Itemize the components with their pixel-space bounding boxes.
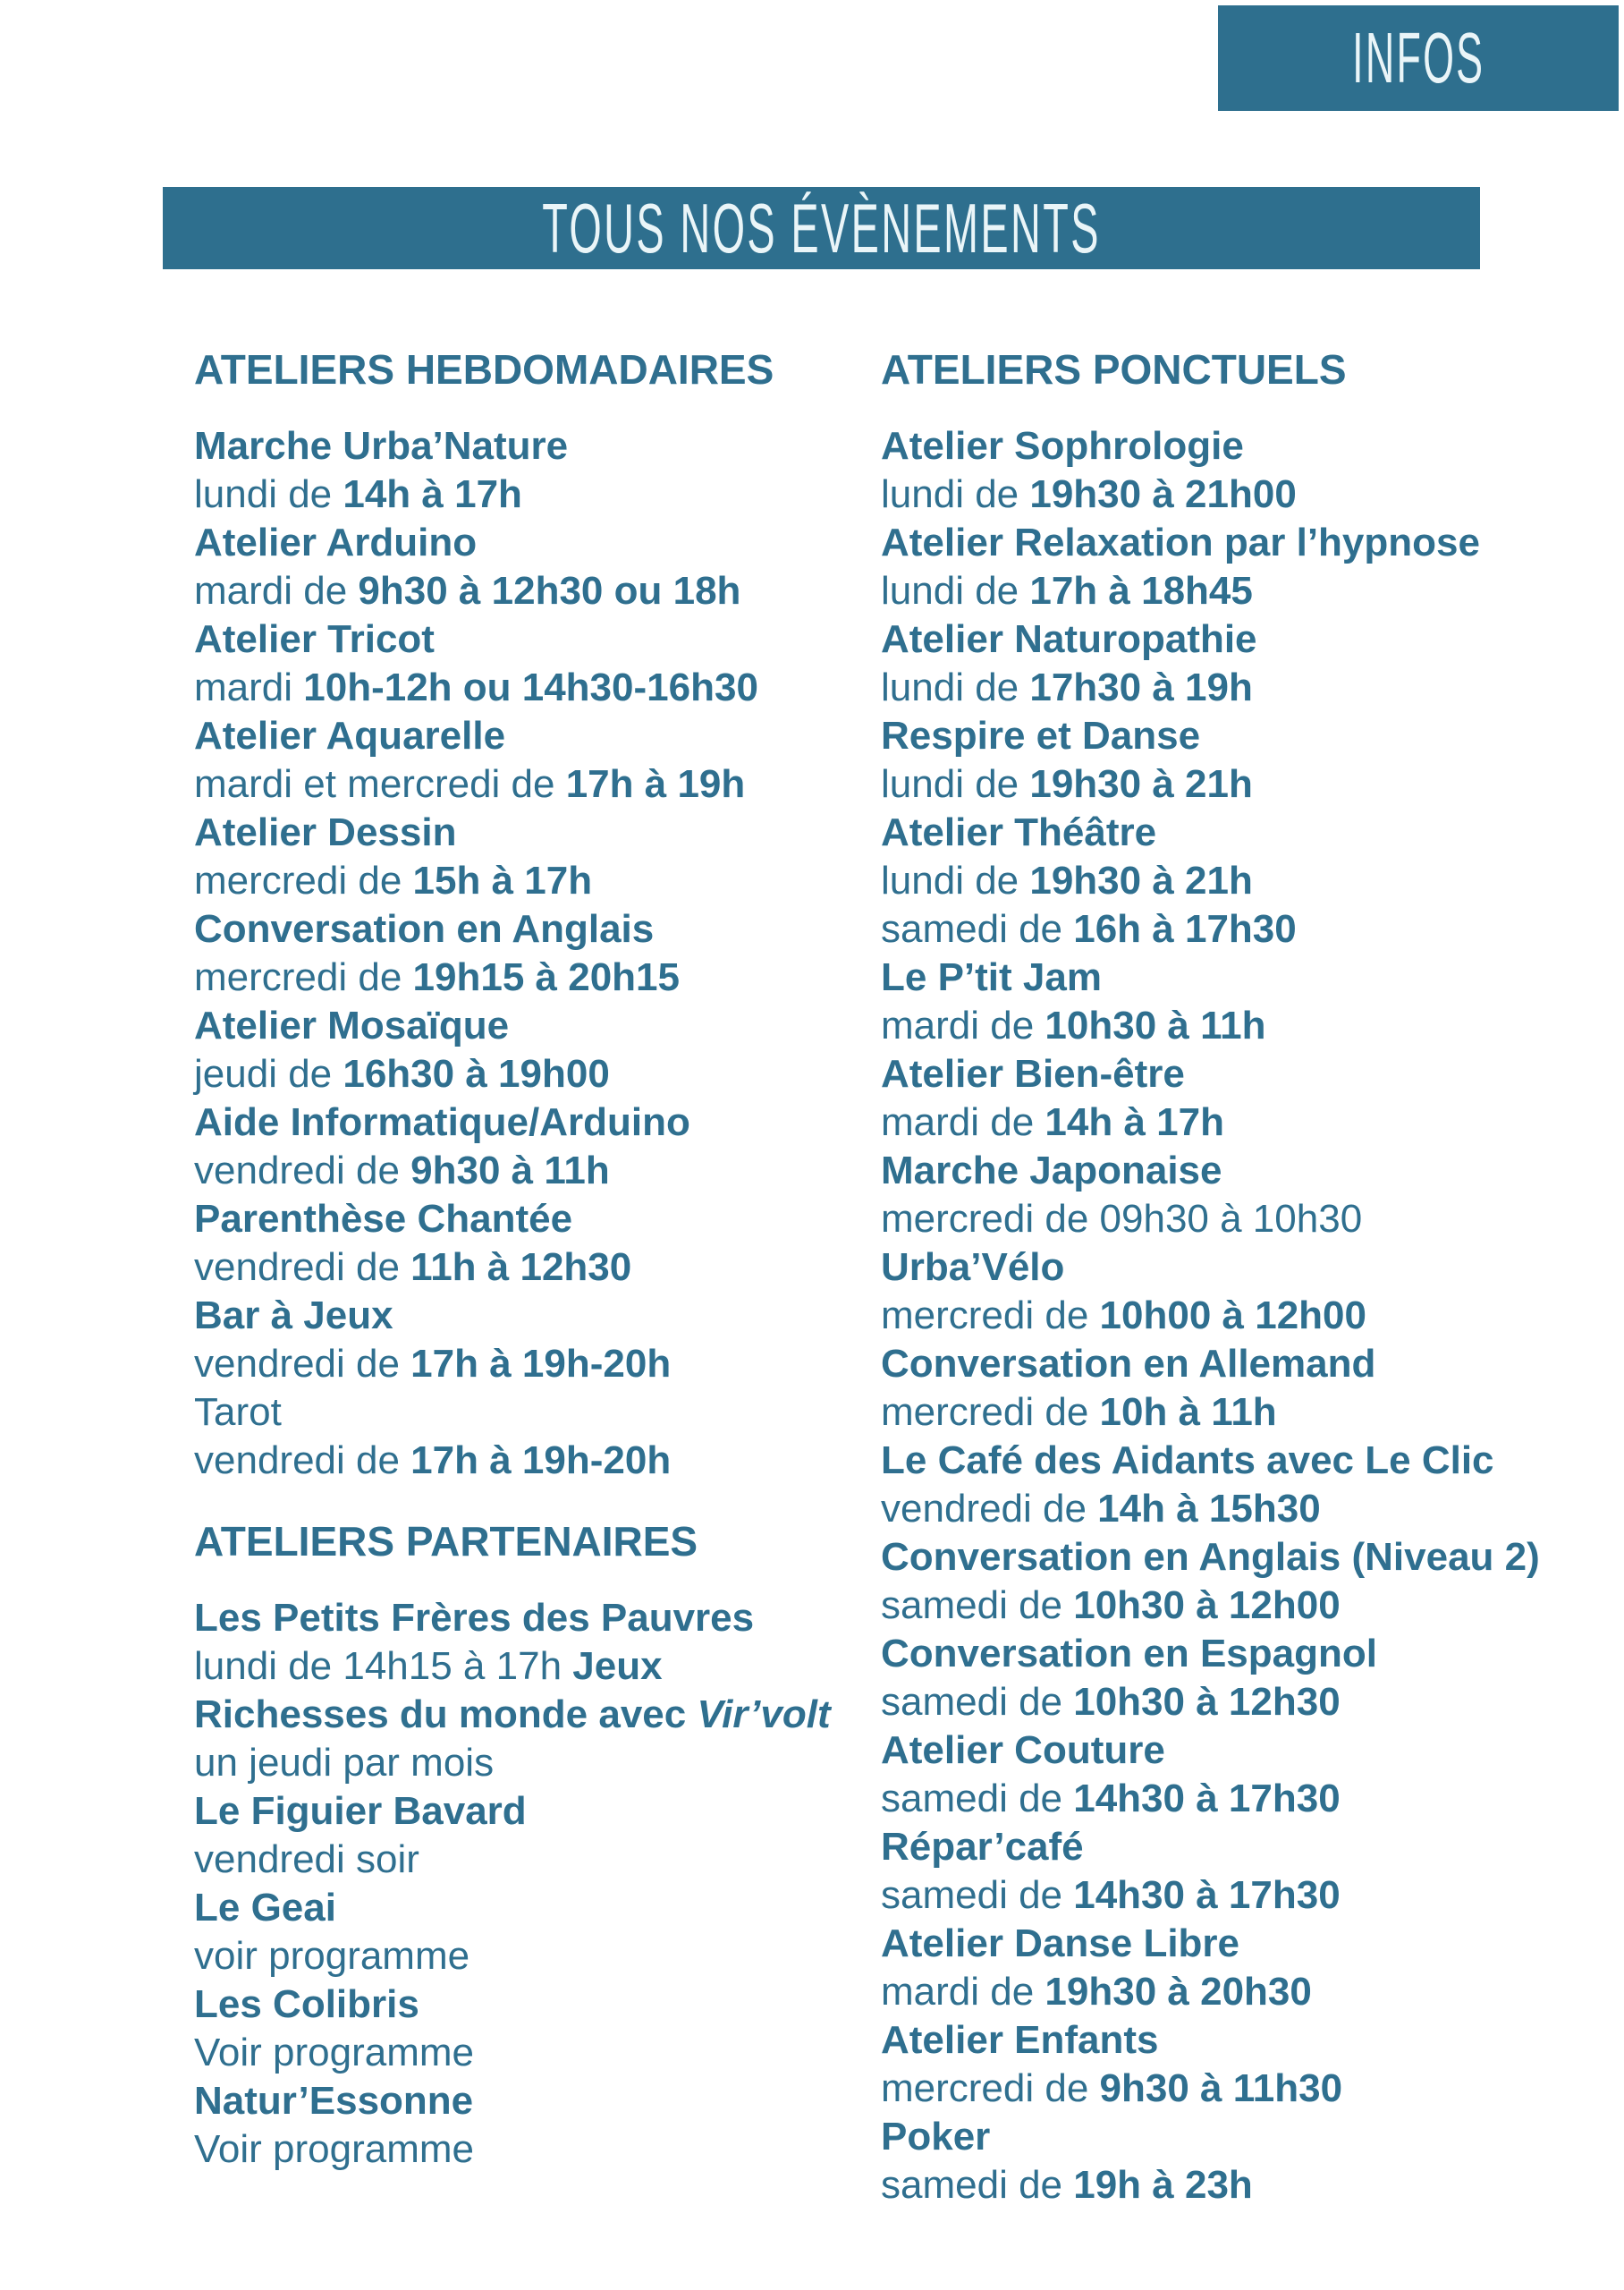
event-line xyxy=(194,2029,860,2077)
event-line xyxy=(194,1098,860,1147)
event-line xyxy=(881,664,1623,712)
text-part: vendredi de xyxy=(881,1487,1098,1531)
event-line xyxy=(194,519,860,567)
text-part: 17h à 19h-20h xyxy=(410,1438,672,1482)
event-line xyxy=(194,809,860,857)
text-part: mercredi de xyxy=(194,955,413,999)
banner-title: TOUS NOS ÉVÈNEMENTS xyxy=(542,188,1101,267)
text-part: mardi et mercredi de xyxy=(194,762,566,806)
event-line xyxy=(881,1485,1623,1533)
text-part: Conversation en Allemand xyxy=(881,1342,1376,1386)
event-line xyxy=(194,1195,860,1243)
text-part: Atelier Tricot xyxy=(194,617,435,661)
text-part: 10h00 à 12h00 xyxy=(1099,1293,1366,1337)
event-line xyxy=(194,905,860,954)
text-part: Les Petits Frères des Pauvres xyxy=(194,1596,755,1640)
event-line xyxy=(881,1726,1623,1775)
column-right xyxy=(881,345,1623,2209)
text-part: Conversation en Espagnol xyxy=(881,1632,1377,1675)
event-line xyxy=(881,1533,1623,1582)
event-line xyxy=(194,1691,860,1739)
text-part: 19h30 à 21h00 xyxy=(1029,472,1297,516)
text-part: Marche Japonaise xyxy=(881,1149,1222,1192)
event-line xyxy=(881,615,1623,664)
event-line xyxy=(881,567,1623,615)
event-line xyxy=(194,1884,860,1932)
text-part: 10h à 11h xyxy=(1099,1390,1277,1434)
text-part: jeudi de xyxy=(194,1052,343,1096)
event-line xyxy=(881,1098,1623,1147)
text-part: 9h30 à 11h xyxy=(410,1149,610,1192)
text-part: Marche Urba’Nature xyxy=(194,424,569,468)
text-part: un jeudi par mois xyxy=(194,1741,495,1785)
text-part: samedi de xyxy=(881,1777,1074,1820)
event-line xyxy=(194,664,860,712)
event-line xyxy=(194,712,860,760)
text-part: 19h15 à 20h15 xyxy=(412,955,680,999)
text-part: vendredi soir xyxy=(194,1837,419,1881)
event-line xyxy=(881,905,1623,954)
section-heading: ATELIERS HEBDOMADAIRES xyxy=(194,346,774,393)
text-part: Parenthèse Chantée xyxy=(194,1197,573,1241)
event-line xyxy=(881,1147,1623,1195)
text-part: voir programme xyxy=(194,1934,470,1978)
event-line xyxy=(194,1594,860,1642)
event-line xyxy=(194,954,860,1002)
text-part: Atelier Mosaïque xyxy=(194,1004,510,1047)
text-part: 16h à 17h30 xyxy=(1073,907,1297,951)
text-part: Atelier Théâtre xyxy=(881,810,1157,854)
event-line xyxy=(194,422,860,471)
event-line xyxy=(194,857,860,905)
event-line xyxy=(881,1678,1623,1726)
text-part: mercredi de xyxy=(881,2066,1100,2110)
event-line xyxy=(194,1050,860,1098)
text-part: Atelier Relaxation par l’hypnose xyxy=(881,521,1480,564)
text-part: Atelier Danse Libre xyxy=(881,1921,1240,1965)
text-part: 9h30 à 12h30 ou 18h xyxy=(358,569,741,613)
event-line xyxy=(881,1968,1623,2016)
event-line xyxy=(881,1002,1623,1050)
event-line xyxy=(194,1642,860,1691)
event-line xyxy=(881,1050,1623,1098)
event-line xyxy=(881,1292,1623,1340)
text-part: 19h30 à 21h xyxy=(1029,762,1253,806)
text-part: Atelier Sophrologie xyxy=(881,424,1244,468)
event-line xyxy=(194,567,860,615)
section xyxy=(881,345,1623,2209)
text-part: Atelier Arduino xyxy=(194,521,478,564)
text-part: 19h à 23h xyxy=(1073,2163,1253,2207)
text-part: Atelier Aquarelle xyxy=(194,714,506,758)
text-part: mardi xyxy=(194,666,304,709)
event-line xyxy=(881,1630,1623,1678)
text-part: Conversation en Anglais (Niveau 2) xyxy=(881,1535,1540,1579)
event-line xyxy=(881,1243,1623,1292)
event-line xyxy=(881,1775,1623,1823)
text-part: lundi de 14h15 à 17h xyxy=(194,1644,573,1688)
event-line xyxy=(194,1437,860,1485)
event-line xyxy=(194,1932,860,1980)
event-line xyxy=(881,1195,1623,1243)
text-part: 17h à 18h45 xyxy=(1029,569,1253,613)
text-part: Respire et Danse xyxy=(881,714,1201,758)
event-line xyxy=(194,1739,860,1787)
text-part: samedi de xyxy=(881,907,1074,951)
text-part: Jeux xyxy=(572,1644,663,1688)
event-line xyxy=(881,760,1623,809)
text-part: Le P’tit Jam xyxy=(881,955,1102,999)
event-line xyxy=(881,2016,1623,2065)
text-part: Urba’Vélo xyxy=(881,1245,1065,1289)
text-part: 17h30 à 19h xyxy=(1029,666,1253,709)
text-part: Poker xyxy=(881,2115,991,2159)
text-part: mardi de xyxy=(881,1004,1045,1047)
event-line xyxy=(881,809,1623,857)
event-line xyxy=(194,1980,860,2029)
text-part: Natur’Essonne xyxy=(194,2079,474,2123)
event-line xyxy=(881,1340,1623,1388)
text-part: mercredi de xyxy=(881,1390,1100,1434)
event-line xyxy=(881,471,1623,519)
text-part: 9h30 à 11h30 xyxy=(1099,2066,1343,2110)
event-line xyxy=(881,519,1623,567)
text-part: vendredi de xyxy=(194,1149,411,1192)
event-line xyxy=(194,1836,860,1884)
infos-label: INFOS xyxy=(1351,18,1485,98)
event-line xyxy=(194,1340,860,1388)
event-line xyxy=(194,1002,860,1050)
text-part: mardi de xyxy=(881,1970,1045,2014)
event-line xyxy=(194,2125,860,2174)
text-part: 10h-12h ou 14h30-16h30 xyxy=(303,666,758,709)
text-part: vendredi de xyxy=(194,1245,411,1289)
text-part: 14h à 15h30 xyxy=(1097,1487,1321,1531)
text-part: Atelier Bien-être xyxy=(881,1052,1185,1096)
text-part: 11h à 12h30 xyxy=(410,1245,632,1289)
event-line xyxy=(881,712,1623,760)
event-line xyxy=(194,1787,860,1836)
text-part: Le Geai xyxy=(194,1886,336,1930)
text-part: Vir’volt xyxy=(697,1692,831,1736)
event-line xyxy=(881,1920,1623,1968)
event-line xyxy=(881,1871,1623,1920)
event-line xyxy=(194,615,860,664)
text-part: vendredi de xyxy=(194,1342,411,1386)
text-part: samedi de xyxy=(881,1680,1074,1724)
text-part: vendredi de xyxy=(194,1438,411,1482)
event-line xyxy=(881,857,1623,905)
text-part: Atelier Dessin xyxy=(194,810,457,854)
event-line xyxy=(881,1582,1623,1630)
text-part: samedi de xyxy=(881,2163,1074,2207)
text-part: samedi de xyxy=(881,1583,1074,1627)
text-part: 19h30 à 21h xyxy=(1029,859,1253,903)
text-part: Le Café des Aidants avec Le Clic xyxy=(881,1438,1494,1482)
event-line xyxy=(881,2065,1623,2113)
event-line xyxy=(881,1823,1623,1871)
text-part: 10h30 à 12h30 xyxy=(1073,1680,1341,1724)
event-line xyxy=(881,1437,1623,1485)
event-line xyxy=(194,1292,860,1340)
text-part: 14h à 17h xyxy=(343,472,522,516)
events-banner xyxy=(163,187,1480,269)
text-part: mercredi de xyxy=(881,1293,1100,1337)
event-line xyxy=(194,1388,860,1437)
text-part: mardi de xyxy=(881,1100,1045,1144)
section-heading: ATELIERS PARTENAIRES xyxy=(194,1518,698,1565)
text-part: lundi de xyxy=(881,569,1030,613)
section xyxy=(194,1517,860,2174)
text-part: Richesses du monde avec xyxy=(194,1692,698,1736)
text-part: lundi de xyxy=(881,762,1030,806)
event-line xyxy=(194,2077,860,2125)
text-part: Atelier Naturopathie xyxy=(881,617,1257,661)
event-line xyxy=(194,1147,860,1195)
text-part: 15h à 17h xyxy=(412,859,593,903)
event-line xyxy=(194,471,860,519)
text-part: 10h30 à 11h xyxy=(1045,1004,1266,1047)
text-part: 17h à 19h-20h xyxy=(410,1342,672,1386)
text-part: Atelier Enfants xyxy=(881,2018,1159,2062)
event-line xyxy=(194,1243,860,1292)
text-part: Voir programme xyxy=(194,2031,475,2074)
text-part: mercredi de xyxy=(194,859,413,903)
event-line xyxy=(881,954,1623,1002)
text-part: mardi de xyxy=(194,569,359,613)
text-part: samedi de xyxy=(881,1873,1074,1917)
event-line xyxy=(194,760,860,809)
text-part: 17h à 19h xyxy=(565,762,746,806)
text-part: 16h30 à 19h00 xyxy=(343,1052,610,1096)
section xyxy=(194,345,860,1485)
text-part: lundi de xyxy=(881,666,1030,709)
column-left xyxy=(194,345,860,2174)
text-part: 14h à 17h xyxy=(1045,1100,1224,1144)
event-line xyxy=(881,422,1623,471)
text-part: Répar’café xyxy=(881,1825,1084,1869)
text-part: Tarot xyxy=(194,1390,282,1434)
infos-tab xyxy=(1218,5,1619,111)
text-part: Les Colibris xyxy=(194,1982,419,2026)
text-part: Conversation en Anglais xyxy=(194,907,655,951)
text-part: Voir programme xyxy=(194,2127,475,2171)
text-part: Le Figuier Bavard xyxy=(194,1789,527,1833)
section-heading: ATELIERS PONCTUELS xyxy=(881,346,1347,393)
text-part: 10h30 à 12h00 xyxy=(1073,1583,1341,1627)
text-part: 14h30 à 17h30 xyxy=(1073,1873,1341,1917)
text-part: Aide Informatique/Arduino xyxy=(194,1100,690,1144)
event-line xyxy=(881,2113,1623,2161)
text-part: 19h30 à 20h30 xyxy=(1045,1970,1312,2014)
event-line xyxy=(881,2161,1623,2209)
text-part: mercredi de 09h30 à 10h30 xyxy=(881,1197,1363,1241)
text-part: lundi de xyxy=(881,859,1030,903)
event-line xyxy=(881,1388,1623,1437)
text-part: lundi de xyxy=(194,472,343,516)
text-part: Bar à Jeux xyxy=(194,1293,393,1337)
text-part: Atelier Couture xyxy=(881,1728,1165,1772)
text-part: 14h30 à 17h30 xyxy=(1073,1777,1341,1820)
text-part: lundi de xyxy=(881,472,1030,516)
